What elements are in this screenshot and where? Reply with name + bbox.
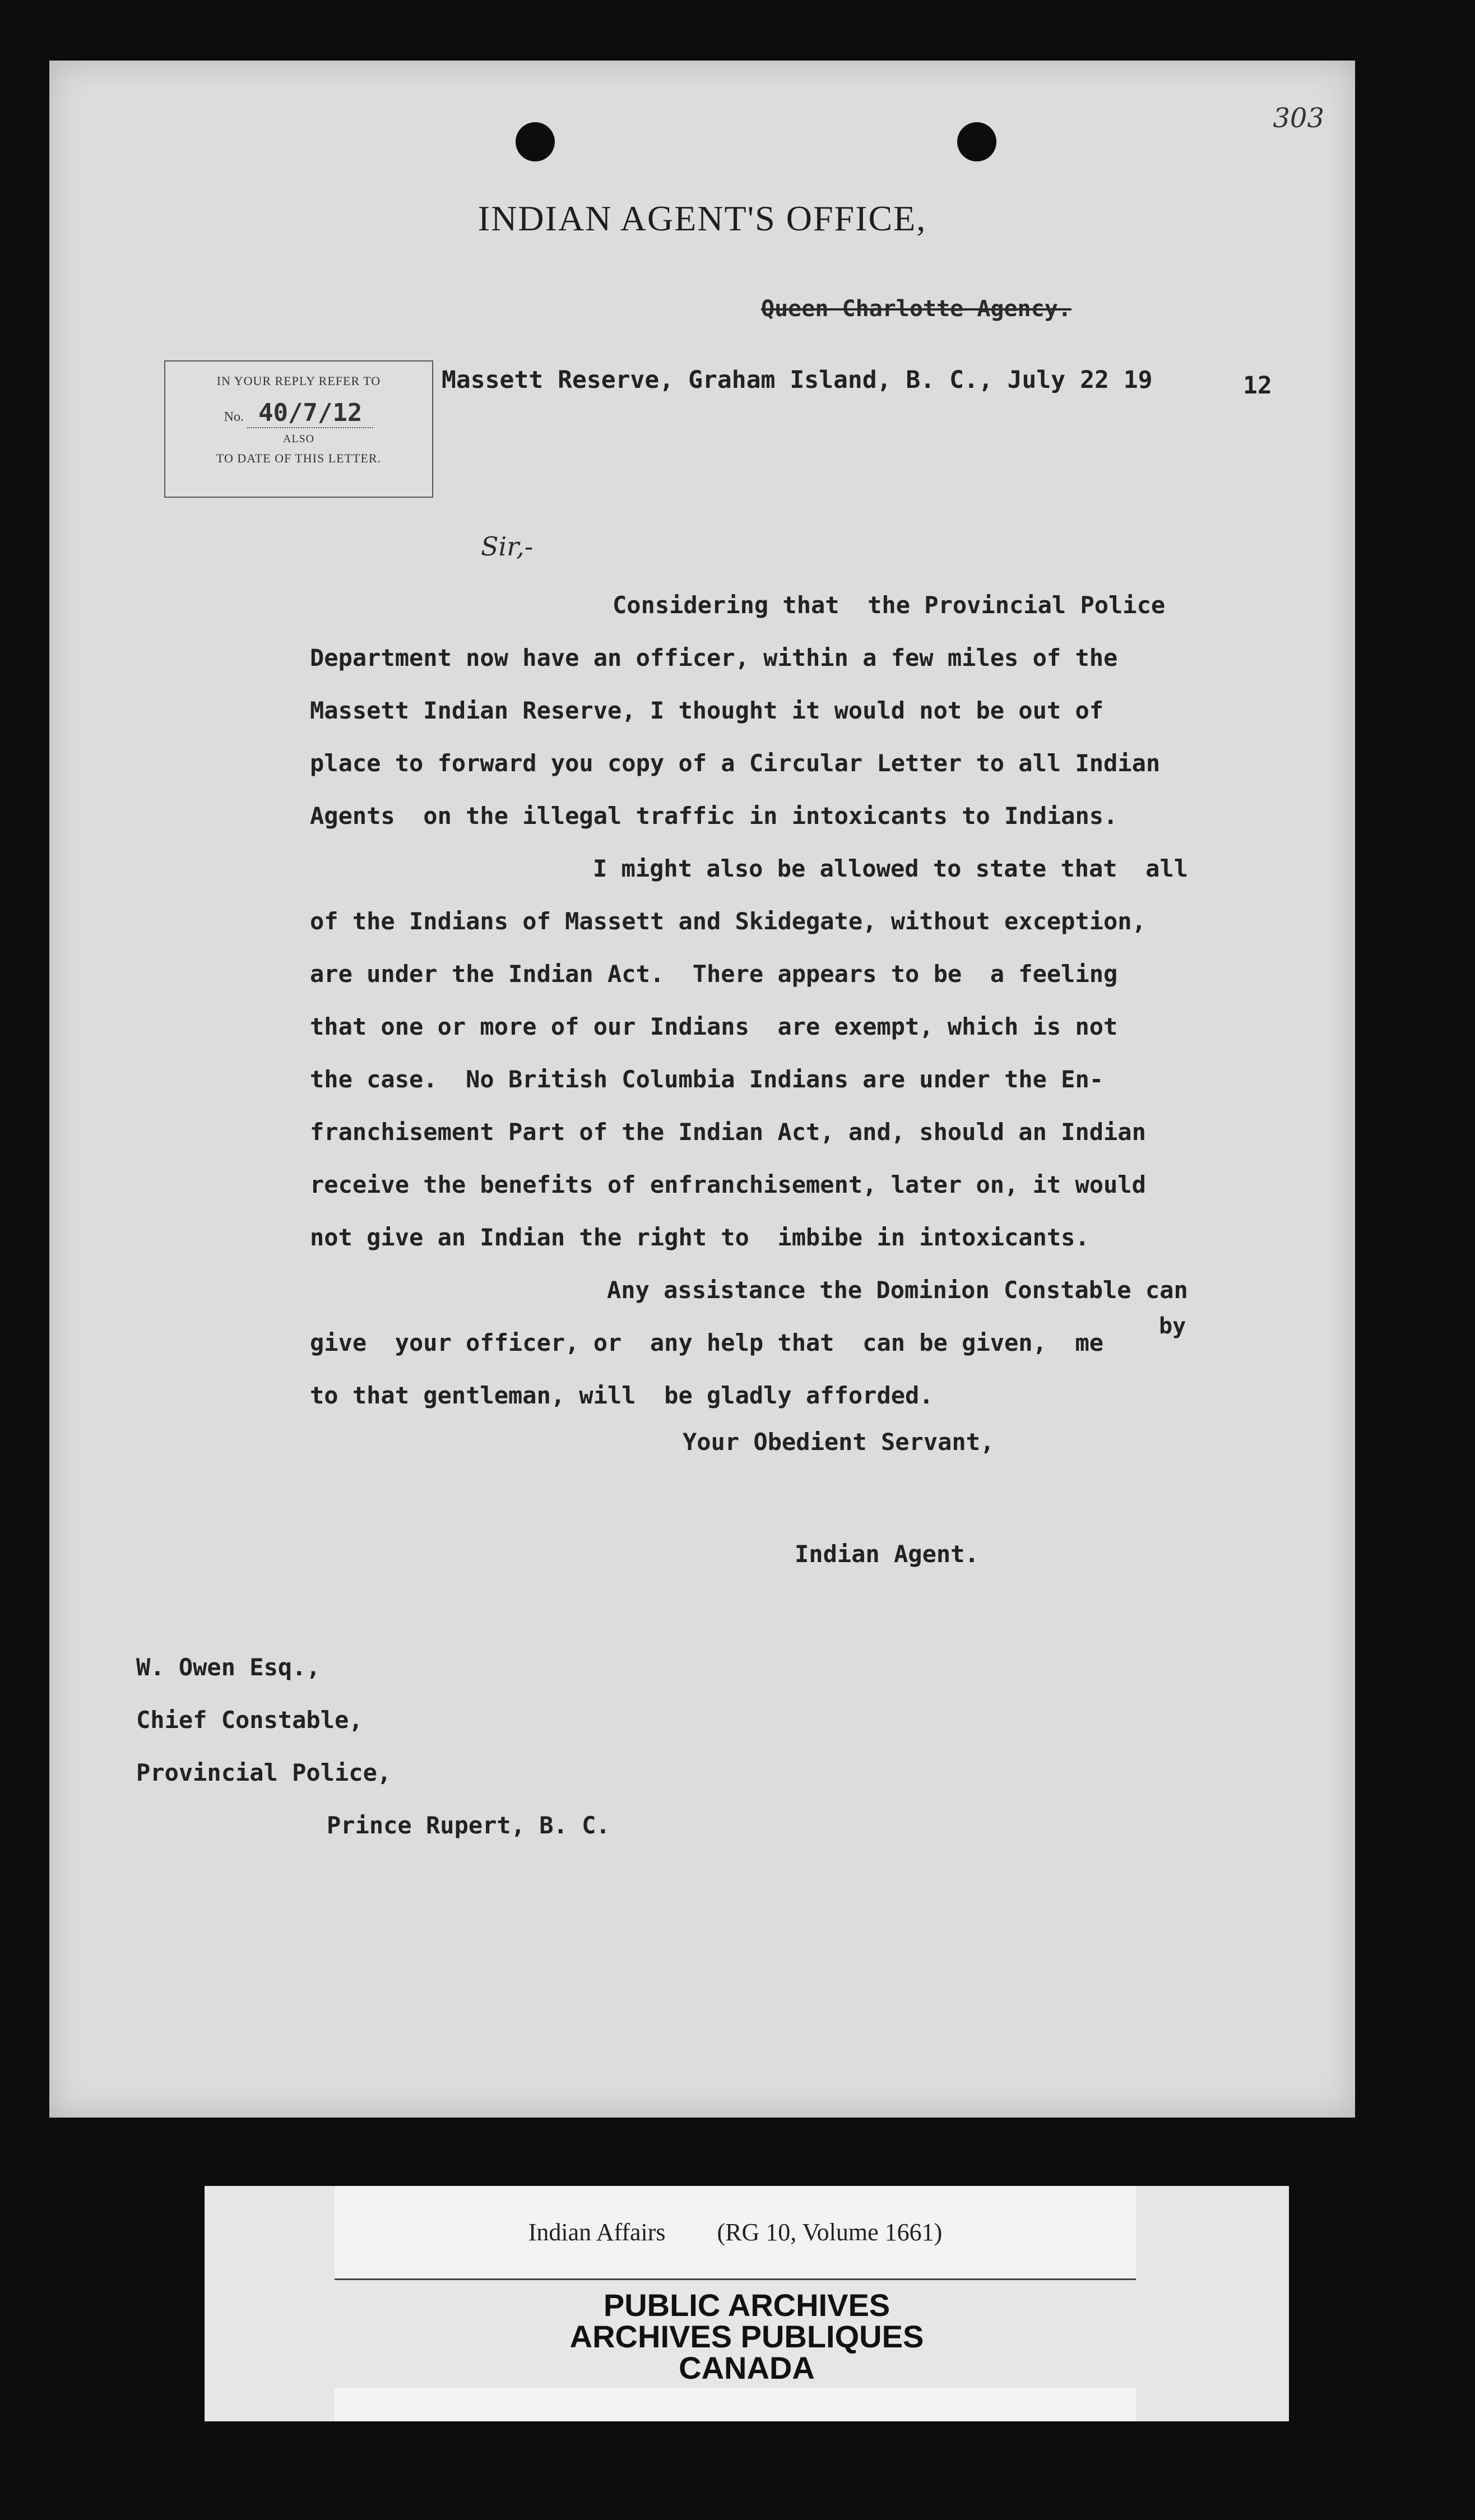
- collection-reference: (RG 10, Volume 1661): [717, 2218, 943, 2246]
- address-line: Provincial Police,: [136, 1759, 392, 1786]
- archives-line-country: CANADA: [679, 2350, 815, 2385]
- handwritten-insertion: by: [1159, 1313, 1186, 1339]
- reference-box-also: ALSO: [282, 433, 315, 445]
- address-line: W. Owen Esq.,: [136, 1653, 321, 1681]
- archives-line-en: PUBLIC ARCHIVES: [603, 2287, 890, 2323]
- body-line: Department now have an officer, within a few miles of the: [310, 644, 1118, 671]
- body-line: Any assistance the Dominion Constable can: [607, 1276, 1188, 1304]
- letter-body: [310, 579, 1375, 1422]
- reference-box: [164, 360, 433, 498]
- reference-no-label: No.: [224, 410, 244, 424]
- body-line: that one or more of our Indians are exempt, which is not: [310, 1013, 1118, 1040]
- body-line: Massett Indian Reserve, I thought it would not be out of: [310, 697, 1104, 724]
- archive-collection-strip: [335, 2186, 1136, 2280]
- body-line: are under the Indian Act. There appears to be a feeling: [310, 960, 1118, 988]
- punch-hole: [516, 122, 555, 161]
- body-line: place to forward you copy of a Circular Letter to all Indian: [310, 749, 1161, 777]
- reference-number: 40/7/12: [247, 399, 373, 428]
- reference-box-date-note: TO DATE OF THIS LETTER.: [216, 451, 382, 465]
- body-line: receive the benefits of enfranchisement, later on, it would: [310, 1171, 1146, 1198]
- reference-box-instruction: IN YOUR REPLY REFER TO: [216, 374, 381, 388]
- complimentary-close: Your Obedient Servant,: [683, 1428, 995, 1456]
- folio-number: 303: [1273, 103, 1324, 134]
- archive-label: [205, 2186, 1289, 2421]
- signature-title: Indian Agent.: [795, 1540, 979, 1568]
- reference-number-row: [165, 399, 432, 427]
- address-line: Prince Rupert, B. C.: [327, 1812, 610, 1839]
- letterhead-title: INDIAN AGENT'S OFFICE,: [477, 198, 927, 238]
- body-line: of the Indians of Massett and Skidegate, without exception,: [310, 907, 1146, 935]
- agency-name: Queen Charlotte Agency.: [761, 296, 1072, 322]
- letter-page: [49, 61, 1355, 2118]
- label-bottom-strip: [335, 2388, 1136, 2421]
- archives-line-fr: ARCHIVES PUBLIQUES: [569, 2319, 924, 2354]
- body-line: I might also be allowed to state that all: [593, 855, 1189, 882]
- salutation: Sir,-: [481, 531, 534, 562]
- body-line: the case. No British Columbia Indians are under the En-: [310, 1066, 1104, 1093]
- archives-stamp: [205, 2287, 1289, 2385]
- address-line: Chief Constable,: [136, 1706, 363, 1734]
- body-line: Agents on the illegal traffic in intoxicants to Indians.: [310, 802, 1118, 830]
- body-line: give your officer, or any help that can be given, me: [310, 1329, 1104, 1356]
- body-line: franchisement Part of the Indian Act, and, should an Indian: [310, 1118, 1146, 1146]
- collection-name: Indian Affairs: [528, 2218, 666, 2246]
- punch-hole: [957, 122, 996, 161]
- recipient-address: [136, 1641, 610, 1852]
- body-line: not give an Indian the right to imbibe in intoxicants.: [310, 1224, 1089, 1251]
- year-suffix: 12: [1243, 372, 1272, 400]
- place-and-date: Massett Reserve, Graham Island, B. C., July 22 19: [442, 366, 1153, 394]
- body-line: to that gentleman, will be gladly afforded.: [310, 1382, 934, 1409]
- body-line: Considering that the Provincial Police: [613, 591, 1166, 619]
